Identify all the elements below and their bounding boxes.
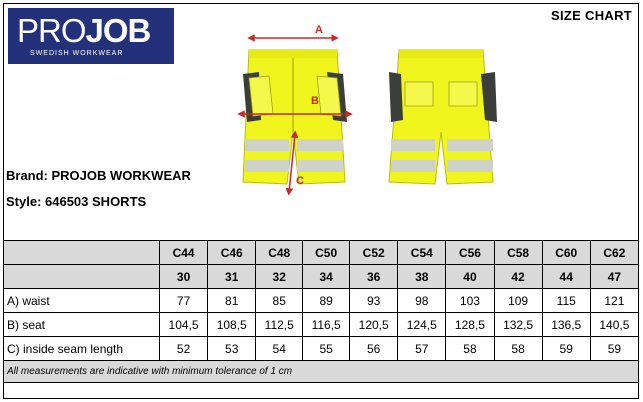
table-cell: 44: [542, 265, 590, 289]
table-cell: 54: [256, 337, 303, 361]
table-cell: C52: [350, 241, 398, 265]
table-cell: C50: [303, 241, 350, 265]
measurement-row: [4, 313, 639, 337]
table-cell: 89: [303, 289, 350, 313]
table-cell: 81: [208, 289, 256, 313]
page-title: SIZE CHART: [551, 8, 632, 23]
shorts-drawing: [229, 22, 519, 204]
table-cell: 116,5: [303, 313, 350, 337]
table-cell: C54: [398, 241, 446, 265]
table-cell: C48: [256, 241, 303, 265]
measure-label-c: C: [296, 175, 304, 187]
logo-word-job: JOB: [85, 12, 151, 49]
table-cell: 103: [446, 289, 494, 313]
table-cell: C62: [590, 241, 638, 265]
table-cell: 31: [208, 265, 256, 289]
measure-label-b: B: [311, 95, 319, 107]
table-cell: C60: [542, 241, 590, 265]
logo-word-pro: PRO: [17, 12, 86, 49]
table-cell: 52: [160, 337, 208, 361]
style-label: Style: 646503 SHORTS: [6, 194, 147, 209]
table-cell: 36: [350, 265, 398, 289]
table-cell: 59: [542, 337, 590, 361]
table-cell: 53: [208, 337, 256, 361]
row-label: A) waist: [4, 289, 160, 313]
table-cell: 121: [590, 289, 638, 313]
measurement-row: [4, 289, 639, 313]
table-cell: 136,5: [542, 313, 590, 337]
table-cell: 112,5: [256, 313, 303, 337]
table-cell: 109: [494, 289, 542, 313]
table-cell: 115: [542, 289, 590, 313]
table-cell: 104,5: [160, 313, 208, 337]
brand-label: Brand: PROJOB WORKWEAR: [6, 168, 191, 183]
table-cell: C56: [446, 241, 494, 265]
table-cell: 140,5: [590, 313, 638, 337]
back-view-shorts: [389, 50, 497, 184]
logo-wordmark: [17, 13, 150, 49]
logo-tagline: SWEDISH WORKWEAR: [30, 50, 124, 57]
table-cell: 124,5: [398, 313, 446, 337]
measure-label-a: A: [315, 24, 323, 36]
size-code-row: [4, 241, 639, 265]
table-cell: 93: [350, 289, 398, 313]
table-cell: 59: [590, 337, 638, 361]
table-cell: 32: [256, 265, 303, 289]
row-label: C) inside seam length: [4, 337, 160, 361]
table-cell: 85: [256, 289, 303, 313]
table-cell: 34: [303, 265, 350, 289]
tolerance-note-row: [4, 361, 639, 383]
table-cell: 58: [446, 337, 494, 361]
table-cell: 132,5: [494, 313, 542, 337]
table-cell: 47: [590, 265, 638, 289]
size-table: [3, 240, 639, 383]
front-view-shorts: [243, 50, 347, 184]
table-cell: C44: [160, 241, 208, 265]
row-label: [4, 265, 160, 289]
tolerance-note: All measurements are indicative with minimum tolerance of 1 cm: [4, 361, 639, 383]
table-cell: 42: [494, 265, 542, 289]
table-cell: 30: [160, 265, 208, 289]
table-cell: 55: [303, 337, 350, 361]
table-cell: 38: [398, 265, 446, 289]
table-cell: 58: [494, 337, 542, 361]
table-cell: 120,5: [350, 313, 398, 337]
table-cell: 40: [446, 265, 494, 289]
table-cell: C46: [208, 241, 256, 265]
size-table-body: [4, 241, 639, 383]
table-cell: 56: [350, 337, 398, 361]
table-cell: 77: [160, 289, 208, 313]
size-chart-sheet: [3, 3, 639, 399]
size-number-row: [4, 265, 639, 289]
row-label: B) seat: [4, 313, 160, 337]
table-cell: 108,5: [208, 313, 256, 337]
table-cell: 128,5: [446, 313, 494, 337]
table-cell: 57: [398, 337, 446, 361]
row-label: [4, 241, 160, 265]
shorts-illustration: [229, 22, 519, 204]
table-cell: 98: [398, 289, 446, 313]
measurement-row: [4, 337, 639, 361]
table-cell: C58: [494, 241, 542, 265]
projob-logo: [8, 8, 174, 64]
